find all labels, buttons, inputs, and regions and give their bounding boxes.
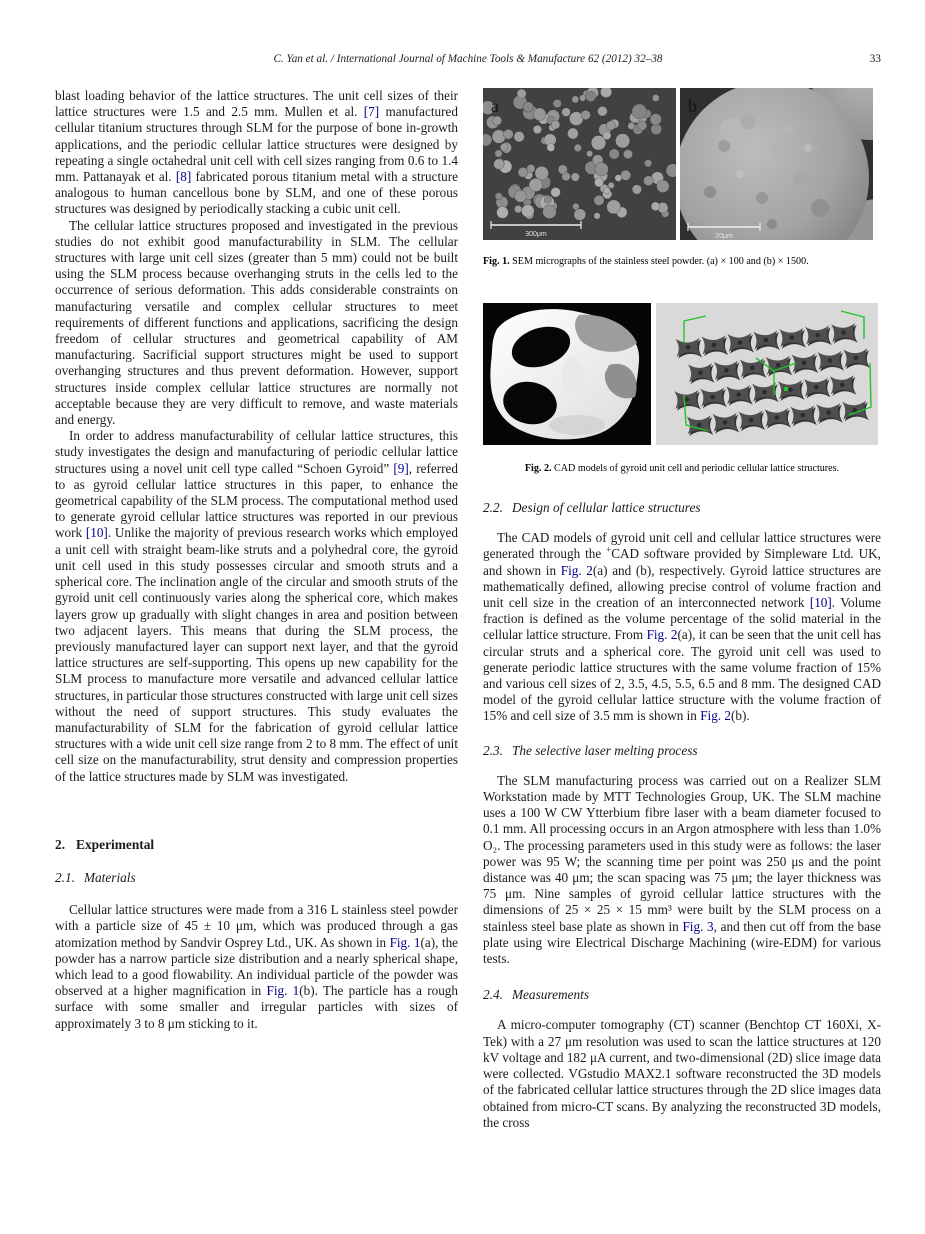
fig2-caption: Fig. 2. CAD models of gyroid unit cell and periodic cellular lattice structures. xyxy=(524,463,840,474)
fig1-label-a: a xyxy=(491,96,499,116)
fig1-caption: Fig. 1. SEM micrographs of the stainless steel powder. (a) × 100 and (b) × 1500. xyxy=(483,256,809,267)
fig2-image-a-gyroid-unit-cell xyxy=(483,303,651,445)
subsection-title: Design of cellular lattice structures xyxy=(511,500,701,515)
reference-link[interactable]: [8] xyxy=(175,169,192,185)
main-particle xyxy=(680,88,869,240)
gyroid-unit-cell-surface xyxy=(490,309,639,439)
fig1-image-b-sem-particle xyxy=(680,88,873,240)
subsection-number: 2.2. xyxy=(483,500,503,515)
subsection-title: Measurements xyxy=(511,987,590,1003)
reference-link[interactable]: Fig. 2 xyxy=(560,562,593,578)
figure-1 xyxy=(483,88,881,240)
figure-2 xyxy=(483,303,881,445)
paragraph-measurements: A micro-computer tomography (CT) scanner (Benchtop CT 160Xi, X-Tek) with a 27 μm resolution was used to scan the lattice structures at 120 kV voltage and 182 μA current, and two-dimensional (2D) slice image data were collected. VGstudio MAX2.1 software reconstructed the 3D models of the fabricated cellular lattice structures through the 2D slice images data obtained from micro-CT scans. By analyzing the reconstructed 3D models, the cross xyxy=(483,1017,881,1130)
page-number: 33 xyxy=(869,53,881,65)
left-column xyxy=(55,88,458,1032)
subsection-number: 2.4. xyxy=(483,987,503,1003)
scale-bar-b-label: 20μm xyxy=(715,233,733,240)
subsection-title: The selective laser melting process xyxy=(511,742,698,758)
section-number: 2. xyxy=(55,836,66,852)
paragraph-materials: Cellular lattice structures were made from a 316 L stainless steel powder with a particle size of 45 ± 10 μm, which was produced through a gas atomization method by Sandvir Osprey Ltd., UK. As shown in Fig. 1(a), the powder has a narrow particle size distribution and a nearly spherical shape, which lead to a good flowability. An individual particle of the powder was observed at a higher magnification in Fig. 1(b). The particle has a rough surface with some smaller and irregular particles with sizes of approximately 3 to 8 μm sticking to it. xyxy=(55,902,459,1031)
reference-link[interactable]: [10] xyxy=(85,525,108,541)
subsection-number: 2.3. xyxy=(483,742,503,758)
fig1-label-b: b xyxy=(688,96,697,116)
paragraph-manufacturability: The cellular lattice structures proposed and investigated in the previous studies do not exhibit good manufacturability in SLM. The cellular structures with large unit cell sizes (greater than 5 mm) could not be built using the SLM process because overhanging struts in the cells led to the occurrence of serious deformation. This adds considerable constraints on manufacturing versatile and complex cellular structures to meet requirements of different functions and applications, sacrificing the design freedom of cellular structures and geometrical capability of AM manufacturing. Sacrificial support structures might be used to support overhanging structures and thus prevent deformation. However, support structures inside complex cellular lattice structures are normally not acceptable because they are very difficult to remove, and waste materials and energy. xyxy=(55,217,458,428)
scale-bar-a-label: 300μm xyxy=(525,231,547,238)
reference-link[interactable]: Fig. 1 xyxy=(266,983,300,999)
section-title: Experimental xyxy=(76,836,155,852)
subsection-heading-slm-process xyxy=(483,743,881,759)
subsection-number: 2.1. xyxy=(55,869,75,885)
reference-link[interactable]: [7] xyxy=(363,104,380,120)
fig1-image-a-sem-powder xyxy=(483,88,676,240)
subsection-heading-measurements xyxy=(483,987,881,1003)
paragraph-slm-process: The SLM manufacturing process was carried out on a Realizer SLM Workstation made by MTT Technologies Group, UK. The SLM machine uses a 100 W CW Ytterbium fibre laser with a beam diameter focused to 0.1 mm. All processing occurs in an Argon atmosphere with less than 1.0% O₂. The processing parameters used in this study were as follows: the laser power was 95 W; the scanning time per point was 250 μs and the point distance was 40 μm; the scan spacing was 75 μm; the layer thickness was 75 μm. Nine samples of gyroid cellular lattice structures with the dimensions of 25 × 25 × 15 mm³ were built by the SLM process on a stainless steel base plate as shown in Fig. 3, and then cut off from the base plate using wire Electrical Discharge Machining (wire-EDM) for various tests. xyxy=(483,772,881,967)
reference-link[interactable]: [9] xyxy=(393,460,409,476)
paragraph-gyroid-intro: In order to address manufacturability of cellular lattice structures, this study investigates the design and manufacturing of periodic cellular lattice structures using a novel unit cell type called “Schoen Gyroid” [9], referred to as gyroid cellular lattice structures in this paper, to enhance the geometrical capability of the SLM process. The computational method used to generate gyroid cellular lattice structures was reported in our previous work [10]. Unlike the majority of previous research works which employed a unit cell with straight beam-like struts and a polyhedral core, the gyroid unit cell used in this study possesses circular and smooth struts and a spherical core. The inclination angle of the circular and smooth struts of the gyroid unit cell continuously varies along the spherical core, which makes layers grow up gradually with slight changes in area and position between two adjacent layers. This means that during the SLM process, the previously manufactured layer can support next layer, and that the gyroid lattice structures are self-supporting. This opens up new capability for the SLM process to manufacture more versatile and advanced cellular lattice structures, in particular those structures constructed with large unit cell sizes without the need of support structures. This study evaluates the manufacturability of SLM for the fabrication of gyroid cellular lattice structures with a wide unit cell size range from 2 to 8 mm. The effect of unit cell size on the manufacturability, strut density and compression properties of the lattice structures made by SLM was investigated. xyxy=(55,428,458,784)
subsection-heading-design xyxy=(483,500,881,516)
fig2-image-b-lattice-structure xyxy=(656,303,878,445)
reference-link[interactable]: Fig. 2 xyxy=(700,708,731,724)
subsection-heading-materials xyxy=(55,870,458,886)
right-column xyxy=(483,88,881,1131)
subsection-title: Materials xyxy=(83,869,136,885)
paragraph-design: The CAD models of gyroid unit cell and cellular lattice structures were generated through the +CAD software provided by Simpleware Ltd. UK, and shown in Fig. 2(a) and (b), respectively. Gyroid lattice structures are mathematically defined, allowing precise control of volume fraction and unit cell size in the creation of an interconnected network [10]. Volume fraction is defined as the volume percentage of the solid material in the cellular lattice structure. From Fig. 2(a), it can be seen that the unit cell has circular struts and a spherical core. The gyroid unit cell was used to generate periodic lattice structures with the same volume fraction of 15% and various cell sizes of 2, 3.5, 4.5, 5.5, 6.5 and 8 mm. The designed CAD model of the gyroid cellular lattice structure with the volume fraction of 15% and cell size of 3.5 mm is shown in Fig. 2(b). xyxy=(483,530,882,724)
paragraph-intro-continued: blast loading behavior of the lattice structures. The unit cell sizes of their lattice structures were 1.5 and 2.5 mm. Mullen et al. [7] manufactured cellular titanium structures through SLM for the purpose of bone in-growth applications, and the periodic cellular lattice structures were designed by repeating a single octahedral unit cell with cell sizes ranging from 0.6 to 1.4 mm. Pattanayak et al. [8] fabricated porous titanium metal with a structure analogous to human cancellous bone by SLM, and one of these porous structures was designed by periodically stacking a cubic unit cell. xyxy=(55,88,458,217)
reference-link[interactable]: Fig. 2 xyxy=(646,627,678,643)
reference-link[interactable]: [10] xyxy=(809,595,832,611)
running-head: C. Yan et al. / International Journal of Machine Tools & Manufacture 62 (2012) 32–38 xyxy=(273,53,663,65)
reference-link[interactable]: Fig. 3 xyxy=(682,918,714,934)
section-heading-experimental xyxy=(55,837,458,853)
reference-link[interactable]: Fig. 1 xyxy=(389,934,421,950)
